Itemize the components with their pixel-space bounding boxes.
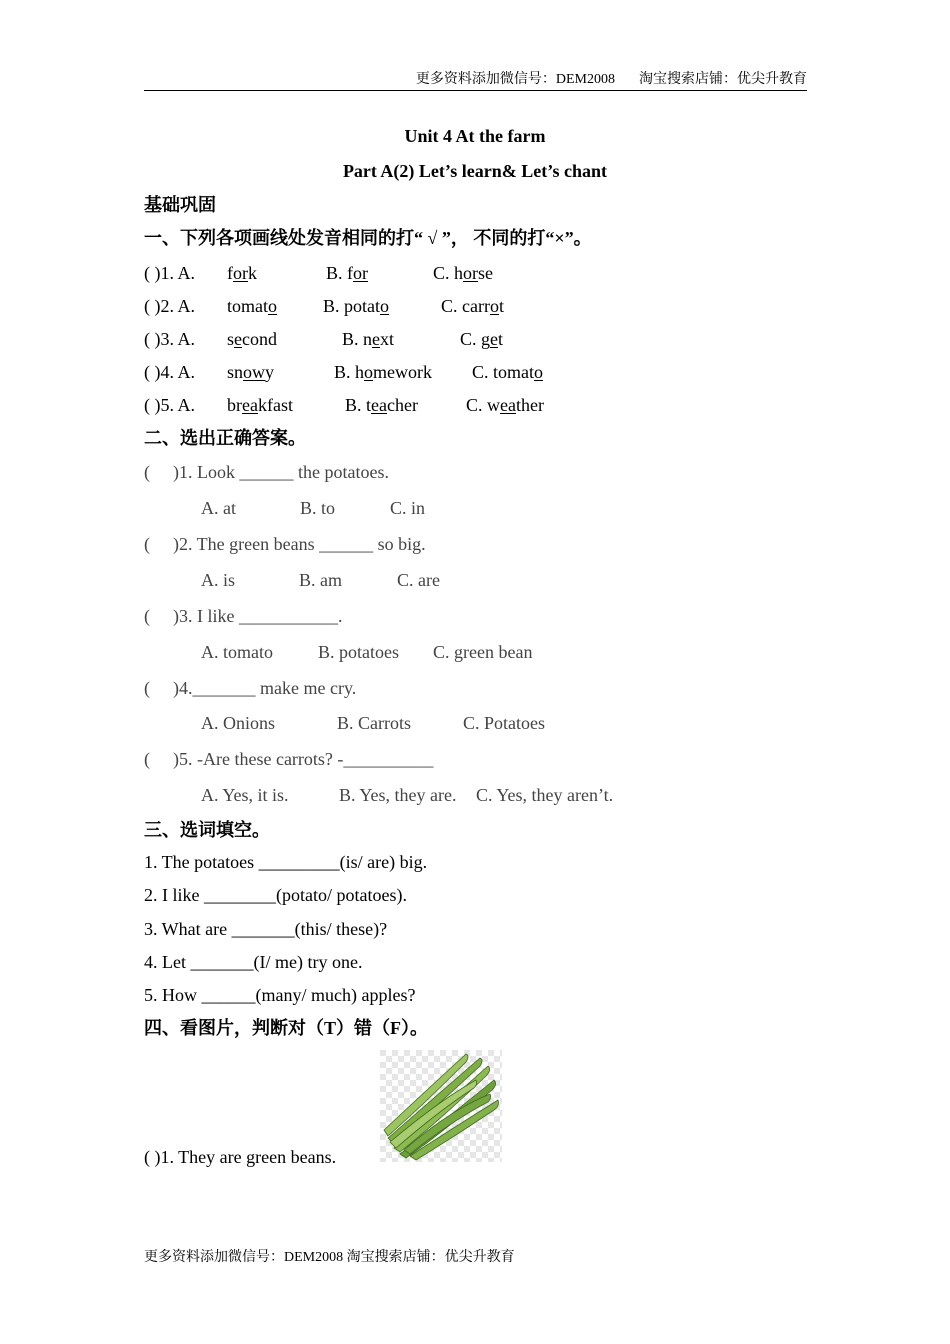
option-a: second xyxy=(227,329,278,349)
choice-option: B. Carrots xyxy=(337,713,411,733)
page-title: Unit 4 At the farm xyxy=(404,126,546,146)
item-number: ( )5. A. xyxy=(144,395,195,415)
option-b: B. homework xyxy=(334,362,432,382)
choice-option: B. potatoes xyxy=(318,642,399,662)
item-number: ( )2. A. xyxy=(144,296,195,316)
page-header xyxy=(144,68,807,91)
item-number: ( )3. A. xyxy=(144,329,195,349)
section-basic: 基础巩固 xyxy=(144,195,216,215)
option-c: C. tomato xyxy=(472,362,543,382)
choice-option: B. am xyxy=(299,570,342,590)
choice-option: A. tomato xyxy=(201,642,273,662)
fill-item: 2. I like ________(potato/ potatoes). xyxy=(144,885,407,905)
page-subtitle: Part A(2) Let’s learn& Let’s chant xyxy=(342,161,608,181)
header-wechat: 更多资料添加微信号：DEM2008 xyxy=(415,72,615,87)
choice-option: C. Yes, they aren’t. xyxy=(476,785,614,805)
option-b: B. next xyxy=(342,329,395,349)
question-text: )5. -Are these carrots? -__________ xyxy=(173,749,434,769)
option-a: tomato xyxy=(227,296,277,316)
green-beans-image xyxy=(380,1050,502,1162)
page-footer: 更多资料添加微信号：DEM2008 淘宝搜索店铺：优尖升教育 xyxy=(144,1250,515,1265)
answer-paren[interactable]: ( xyxy=(144,749,150,769)
choice-option: C. Potatoes xyxy=(463,713,546,733)
option-c: C. get xyxy=(460,329,504,349)
fill-item: 1. The potatoes _________(is/ are) big. xyxy=(144,852,428,872)
option-b: B. teacher xyxy=(345,395,418,415)
section-4-heading: 四、看图片，判断对（T）错（F）。 xyxy=(144,1018,428,1038)
fill-item: 4. Let _______(I/ me) try one. xyxy=(144,952,363,972)
fill-item: 5. How ______(many/ much) apples? xyxy=(144,985,416,1005)
fill-item: 3. What are _______(this/ these)? xyxy=(144,919,388,939)
judge-item: ( )1. They are green beans. xyxy=(144,1147,337,1167)
option-c: C. carrot xyxy=(441,296,504,316)
item-number: ( )1. A. xyxy=(144,263,195,283)
choice-option: C. are xyxy=(397,570,440,590)
header-shop: 淘宝搜索店铺：优尖升教育 xyxy=(639,72,807,87)
choice-option: C. in xyxy=(390,498,426,518)
choice-option: A. is xyxy=(201,570,236,590)
choice-option: B. to xyxy=(300,498,336,518)
answer-paren[interactable]: ( xyxy=(144,606,150,626)
option-b: B. for xyxy=(326,263,368,283)
section-2-heading: 二、选出正确答案。 xyxy=(144,428,306,448)
section-1-heading: 一、下列各项画线处发音相同的打“ √ ”， 不同的打“×”。 xyxy=(144,228,592,248)
option-a: breakfast xyxy=(227,395,293,415)
question-text: )3. I like ___________. xyxy=(173,606,343,626)
option-c: C. weather xyxy=(466,395,544,415)
question-text: )4._______ make me cry. xyxy=(173,678,357,698)
choice-option: B. Yes, they are. xyxy=(339,785,457,805)
choice-option: A. Onions xyxy=(201,713,276,733)
option-b: B. potato xyxy=(323,296,389,316)
answer-paren[interactable]: ( xyxy=(144,534,150,554)
choice-option: A. at xyxy=(201,498,236,518)
option-a: fork xyxy=(227,263,257,283)
question-text: )1. Look ______ the potatoes. xyxy=(173,462,389,482)
answer-paren[interactable]: ( xyxy=(144,678,150,698)
choice-option: C. green bean xyxy=(433,642,533,662)
question-text: )2. The green beans ______ so big. xyxy=(173,534,426,554)
option-a: snowy xyxy=(227,362,275,382)
answer-paren[interactable]: ( xyxy=(144,462,150,482)
section-3-heading: 三、选词填空。 xyxy=(144,820,270,840)
option-c: C. horse xyxy=(433,263,494,283)
item-number: ( )4. A. xyxy=(144,362,195,382)
choice-option: A. Yes, it is. xyxy=(201,785,289,805)
